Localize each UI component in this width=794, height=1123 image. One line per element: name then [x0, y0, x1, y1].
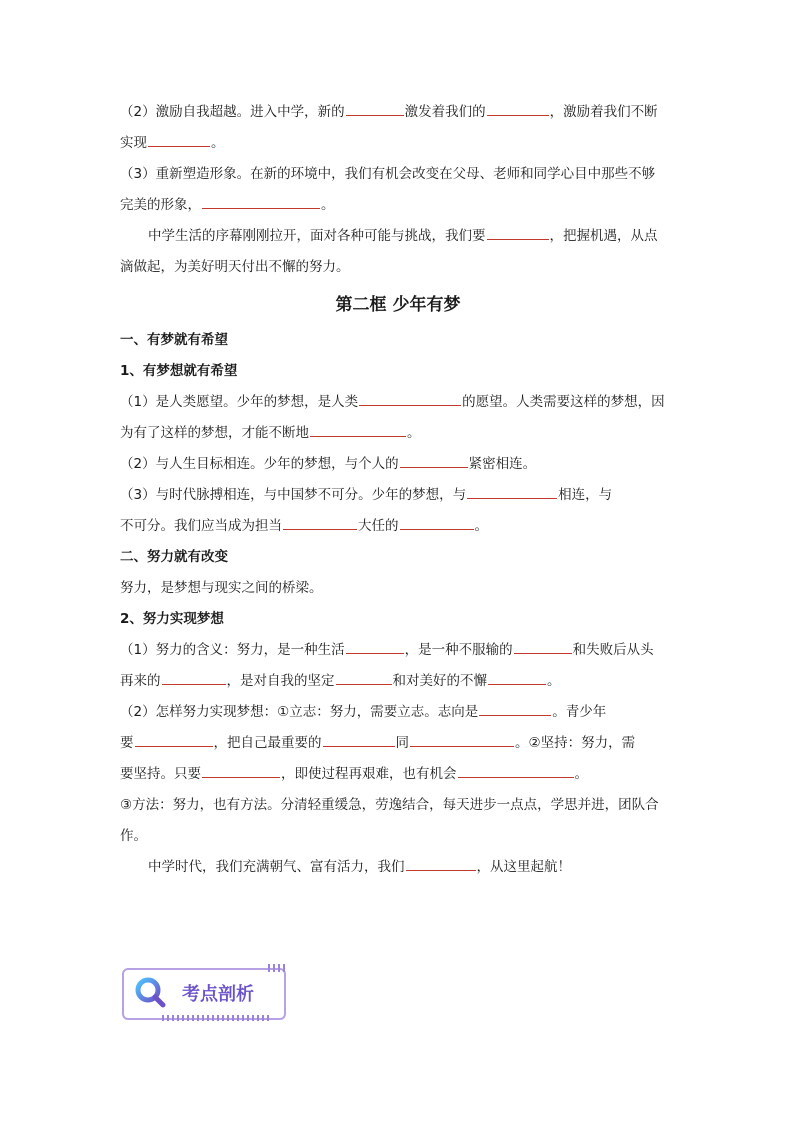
- text-line: [120, 418, 676, 449]
- heading-1-1: 1、有梦想就有希望: [120, 363, 238, 379]
- fill-blank[interactable]: [410, 745, 514, 747]
- text-run: （2）与人生目标相连。少年的梦想，与个人的: [120, 456, 399, 472]
- fill-blank[interactable]: [346, 652, 404, 654]
- text-line: [120, 666, 676, 697]
- text-line: [120, 697, 676, 728]
- text-run: （3）与时代脉搏相连，与中国梦不可分。少年的梦想，与: [120, 487, 467, 503]
- text-line: [120, 635, 676, 666]
- text-run: 。: [211, 135, 225, 151]
- text-line: [120, 221, 676, 252]
- text-line: [120, 449, 676, 480]
- search-icon: [134, 976, 168, 1014]
- text-run: ，激励着我们不断: [549, 104, 658, 120]
- fill-blank[interactable]: [406, 869, 476, 871]
- fill-blank[interactable]: [359, 404, 461, 406]
- text-run: 。: [474, 518, 488, 534]
- text-run: 大任的: [358, 518, 399, 534]
- text-line: [120, 759, 676, 790]
- fill-blank[interactable]: [488, 683, 546, 685]
- fill-blank[interactable]: [346, 114, 404, 116]
- text-run: 。②坚持：努力，需: [515, 735, 636, 751]
- text-line: [120, 128, 676, 159]
- text-run: 。青少年: [552, 704, 607, 720]
- text-run: 实现: [120, 135, 147, 151]
- text-run: 中学时代，我们充满朝气、富有活力，我们: [148, 859, 405, 875]
- text-line: [120, 790, 676, 821]
- fill-blank[interactable]: [202, 207, 320, 209]
- badge-corner-ticks: [268, 964, 286, 972]
- text-line: [120, 252, 676, 283]
- text-run: 。: [547, 673, 561, 689]
- closing-line: [120, 852, 676, 883]
- text-run: （1）是人类愿望。少年的梦想，是人类: [120, 394, 359, 410]
- text-line: [120, 511, 676, 542]
- text-run: （2）怎样努力实现梦想：①立志：努力，需要立志。志向是: [120, 704, 479, 720]
- text-run: （3）重新塑造形象。在新的环境中，我们有机会改变在父母、老师和同学心目中那些不够: [120, 166, 656, 182]
- fill-blank[interactable]: [514, 652, 572, 654]
- text-run: 。: [321, 197, 335, 213]
- fill-blank[interactable]: [336, 683, 392, 685]
- fill-blank[interactable]: [323, 745, 395, 747]
- text-run: 要坚持。只要: [120, 766, 201, 782]
- section-title: 第二框 少年有梦: [335, 295, 461, 315]
- badge-bottom-ticks: [162, 1015, 272, 1021]
- text-run: 中学生活的序幕刚刚拉开，面对各种可能与挑战，我们要: [148, 228, 486, 244]
- text-run: （2）激励自我超越。进入中学，新的: [120, 104, 345, 120]
- text-run: ，即使过程再艰难，也有机会: [281, 766, 457, 782]
- text-run: ，把握机遇，从点: [549, 228, 658, 244]
- text-run: 作。: [120, 828, 147, 844]
- text-run: 。: [574, 766, 588, 782]
- text-line: [120, 480, 676, 511]
- text-line: [120, 387, 676, 418]
- text-run: ，把自己最重要的: [213, 735, 322, 751]
- text-line: [120, 97, 676, 128]
- text-line: [120, 159, 676, 190]
- text-line: [120, 821, 676, 852]
- text-run: 。: [407, 425, 421, 441]
- fill-blank[interactable]: [458, 776, 574, 778]
- text-run: 完美的形象，: [120, 197, 201, 213]
- text-run: 为有了这样的梦想，才能不断地: [120, 425, 309, 441]
- fill-blank[interactable]: [487, 238, 549, 240]
- text-run: 的愿望。人类需要这样的梦想，因: [462, 394, 665, 410]
- text-run: ，是一种不服输的: [404, 642, 513, 658]
- worksheet-content: [120, 97, 676, 883]
- fill-blank[interactable]: [467, 497, 557, 499]
- text-run: 同: [395, 735, 409, 751]
- fill-blank[interactable]: [310, 435, 406, 437]
- fill-blank[interactable]: [148, 145, 210, 147]
- text-run: （1）努力的含义：努力，是一种生活: [120, 642, 345, 658]
- fill-blank[interactable]: [162, 683, 226, 685]
- text-run: 再来的: [120, 673, 161, 689]
- bridge-text: 努力，是梦想与现实之间的桥梁。: [120, 580, 323, 596]
- fill-blank[interactable]: [400, 466, 468, 468]
- text-line: [120, 728, 676, 759]
- text-run: 和失败后从头: [572, 642, 654, 658]
- section-badge: [122, 968, 287, 1022]
- fill-blank[interactable]: [479, 714, 551, 716]
- fill-blank[interactable]: [135, 745, 213, 747]
- text-run: 和对美好的不懈: [392, 673, 487, 689]
- text-line: [120, 190, 676, 221]
- heading-2: 二、努力就有改变: [120, 549, 228, 565]
- heading-2-1: 2、努力实现梦想: [120, 611, 224, 627]
- fill-blank[interactable]: [283, 528, 357, 530]
- text-run: ③方法：努力，也有方法。分清轻重缓急，劳逸结合，每天进步一点点，学思并进，团队合: [120, 797, 659, 813]
- text-run: 相连，与: [558, 487, 613, 503]
- text-run: 激发着我们的: [404, 104, 486, 120]
- badge-label: 考点剖析: [182, 984, 254, 1005]
- text-run: 滴做起，为美好明天付出不懈的努力。: [120, 259, 350, 275]
- text-run: 要: [120, 735, 134, 751]
- text-run: 紧密相连。: [468, 456, 537, 472]
- fill-blank[interactable]: [202, 776, 280, 778]
- heading-1: 一、有梦就有希望: [120, 332, 228, 348]
- fill-blank[interactable]: [400, 528, 474, 530]
- text-run: 不可分。我们应当成为担当: [120, 518, 282, 534]
- text-run: ，从这里起航！: [476, 859, 571, 875]
- fill-blank[interactable]: [487, 114, 549, 116]
- text-run: ，是对自我的坚定: [226, 673, 335, 689]
